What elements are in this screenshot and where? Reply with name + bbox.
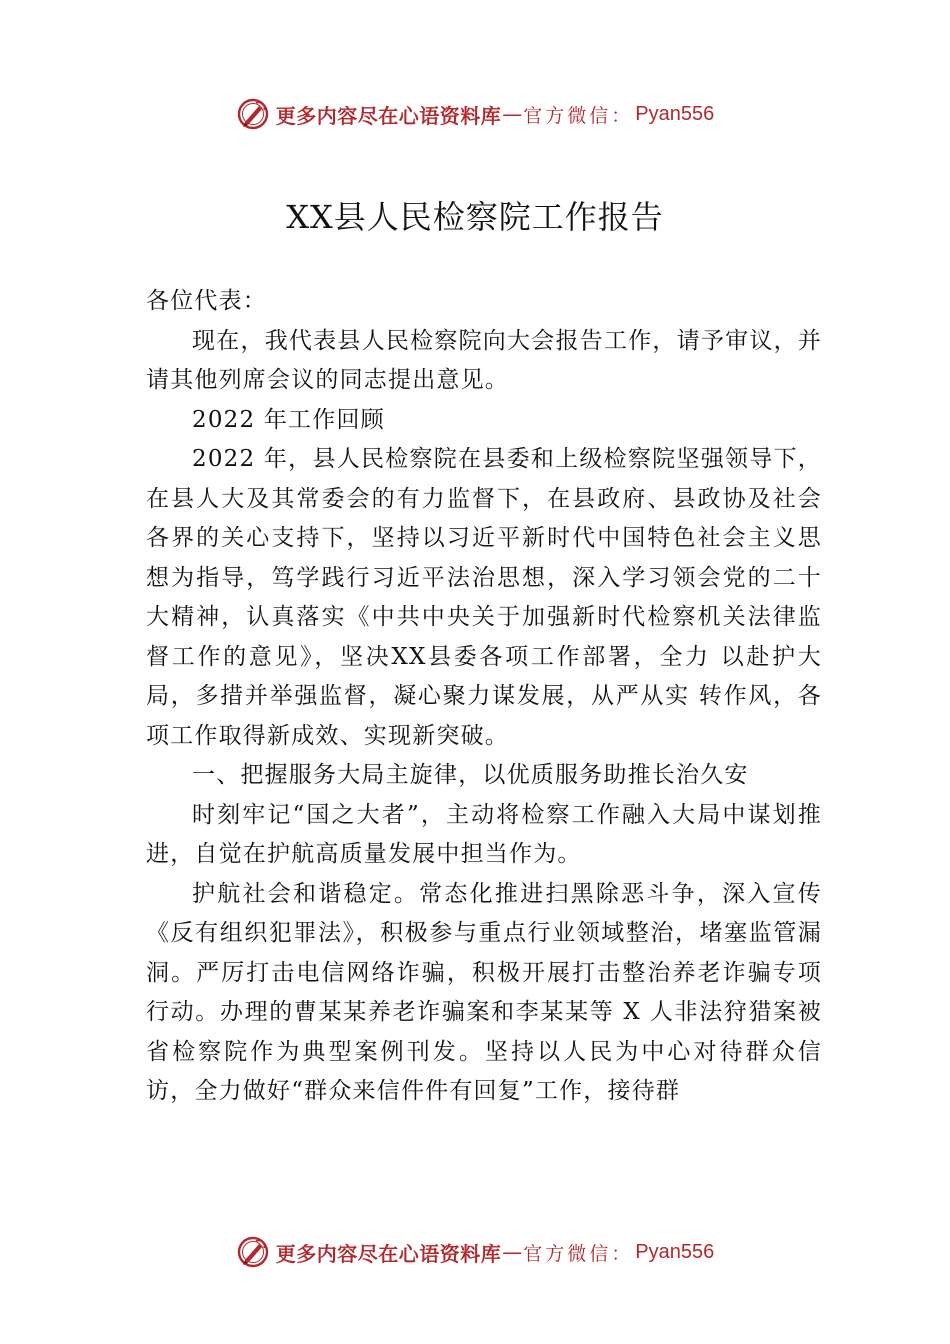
page-title: XX县人民检察院工作报告 [286,198,664,236]
watermark-dash: — [502,1240,523,1264]
watermark-header [0,94,950,134]
salutation: 各位代表： [146,288,267,314]
watermark-official-label: 官方微信： [523,1242,634,1265]
watermark-text: 更多内容尽在心语资料库 [275,103,502,128]
section-heading-one: 一、把握服务大局主旋律，以优质服务助推长治久安 [192,762,749,788]
document-body [146,282,822,1112]
paragraph-social-stability: 护航社会和谐稳定。常态化推进扫黑除恶斗争，深入宣传《反有组织犯罪法》，积极参与重点行业领域整治，堵塞监管漏洞。严厉打击电信网络诈骗，积极开展打击整治养老诈骗专项行动。办理的曹某某养老诈骗案和李某某等 X 人非法狩猎案被省检察院作为典型案例刊发。坚持以人民为中心对待群众信访，全力做好“群众来信件件有回复”工作，接待群 [146,880,822,1104]
paragraph-section-one-intro: 时刻牢记“国之大者”，主动将检察工作融入大局中谋划推进，自觉在护航高质量发展中担当作为。 [146,801,822,867]
paragraph-opening: 现在，我代表县人民检察院向大会报告工作，请予审议，并请其他列席会议的同志提出意见。 [146,327,822,393]
watermark-wechat-id: Pyan556 [635,1240,715,1263]
watermark-dash: — [502,102,523,126]
watermark-official-label: 官方微信： [523,104,634,127]
watermark-footer [0,1232,950,1272]
pen-seal-icon [236,1235,270,1269]
section-heading-review: 2022 年工作回顾 [192,406,385,433]
pen-seal-icon [236,97,270,131]
watermark-wechat-id: Pyan556 [635,102,715,125]
paragraph-summary: 2022 年，县人民检察院在县委和上级检察院坚强领导下，在县人大及其常委会的有力监督下，在县政府、县政协及社会各界的关心支持下，坚持以习近平新时代中国特色社会主义思想为指导，笃学践行习近平法治思想，深入学习领会党的二十大精神，认真落实《中共中央关于加强新时代检察机关法律监督工作的意见》，坚决XX县委各项工作部署，全力 以赴护大局，多措并举强监督，凝心聚力谋发展，从严从实 转作风，各项工作取得新成效、实现新突破。 [146,446,822,749]
watermark-text: 更多内容尽在心语资料库 [275,1241,502,1266]
